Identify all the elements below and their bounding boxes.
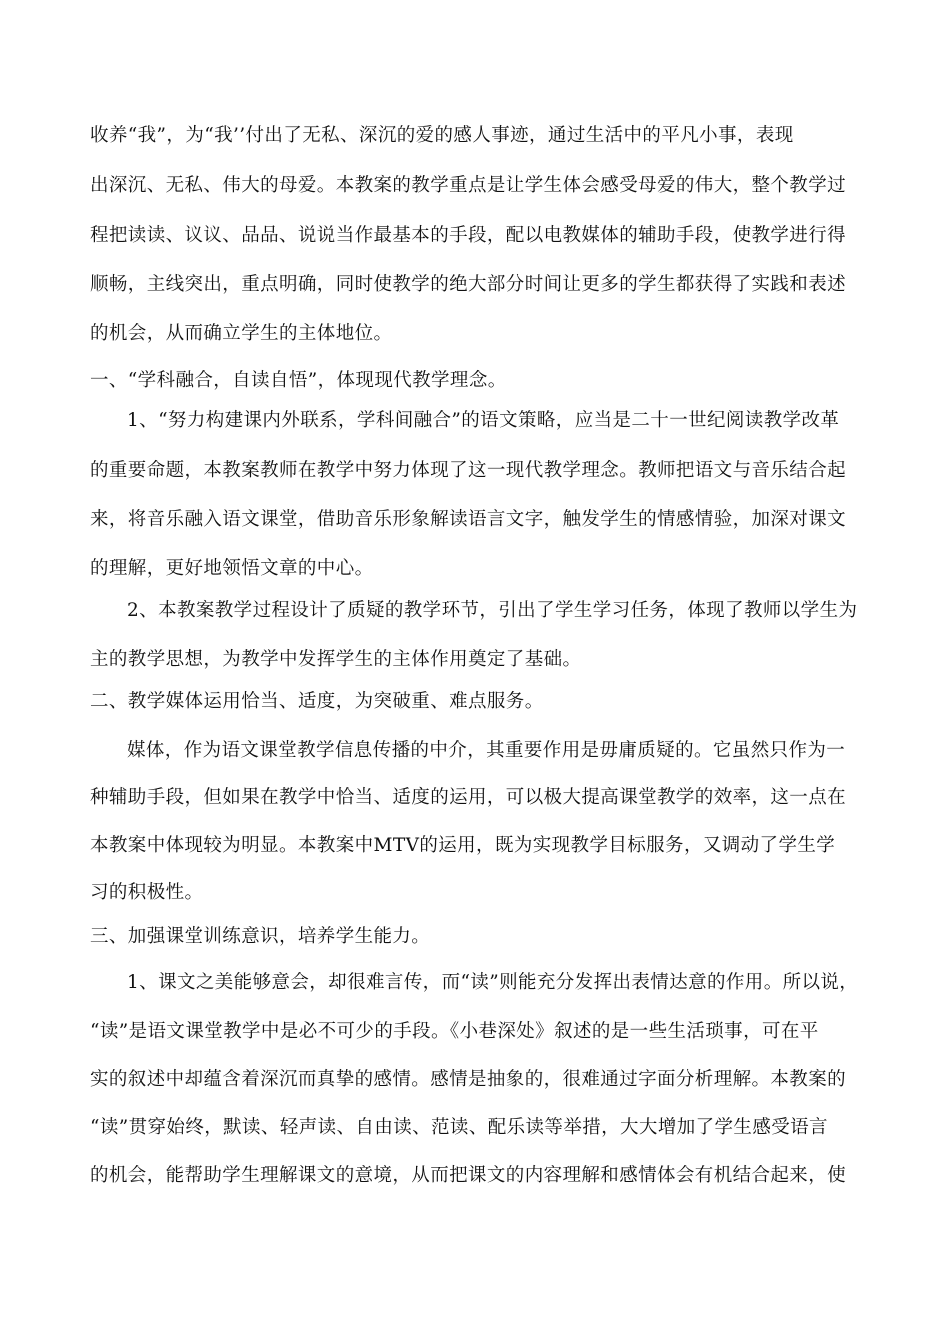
paragraph-line: 2、本教案教学过程设计了质疑的教学环节，引出了学生学习任务，体现了教师以学生为 bbox=[127, 600, 858, 621]
section-heading-3: 三、加强课堂训练意识，培养学生能力。 bbox=[90, 926, 431, 947]
paragraph-line: “读”是语文课堂教学中是必不可少的手段。《小巷深处》叙述的是一些生活琐事，可在平 bbox=[90, 1021, 819, 1042]
paragraph-line: 出深沉、无私、伟大的母爱。本教案的教学重点是让学生体会感受母爱的伟大，整个教学过 bbox=[90, 175, 847, 196]
paragraph-line: 习的积极性。 bbox=[90, 882, 204, 903]
paragraph-line: 程把读读、议议、品品、说说当作最基本的手段，配以电教媒体的辅助手段，使教学进行得 bbox=[90, 225, 847, 246]
paragraph-line: 顺畅，主线突出，重点明确，同时使教学的绝大部分时间让更多的学生都获得了实践和表述 bbox=[90, 274, 847, 295]
paragraph-line: 收养“我”，为“我’’付出了无私、深沉的爱的感人事迹，通过生活中的平凡小事，表现 bbox=[90, 125, 794, 146]
paragraph-line: 的机会，从而确立学生的主体地位。 bbox=[90, 323, 393, 344]
paragraph-line: 的理解，更好地领悟文章的中心。 bbox=[90, 558, 374, 579]
paragraph-line: 的重要命题，本教案教师在教学中努力体现了这一现代教学理念。教师把语文与音乐结合起 bbox=[90, 460, 847, 481]
paragraph-line: 实的叙述中却蕴含着深沉而真挚的感情。感情是抽象的，很难通过字面分析理解。本教案的 bbox=[90, 1069, 847, 1090]
paragraph-line: 1、“努力构建课内外联系，学科间融合”的语文策略，应当是二十一世纪阅读教学改革 bbox=[127, 410, 840, 431]
paragraph-line: 主的教学思想，为教学中发挥学生的主体作用奠定了基础。 bbox=[90, 649, 582, 670]
paragraph-line: 本教案中体现较为明显。本教案中MTV的运用，既为实现教学目标服务，又调动了学生学 bbox=[90, 835, 836, 856]
paragraph-line: 媒体，作为语文课堂教学信息传播的中介，其重要作用是毋庸质疑的。它虽然只作为一 bbox=[127, 740, 846, 761]
paragraph-line: 1、课文之美能够意会，却很难言传，而“读”则能充分发挥出表情达意的作用。所以说， bbox=[127, 972, 859, 993]
paragraph-line: “读”贯穿始终，默读、轻声读、自由读、范读、配乐读等举措，大大增加了学生感受语言 bbox=[90, 1117, 828, 1138]
paragraph-line: 的机会，能帮助学生理解课文的意境，从而把课文的内容理解和感情体会有机结合起来，使 bbox=[90, 1165, 847, 1186]
paragraph-line: 种辅助手段，但如果在教学中恰当、适度的运用，可以极大提高课堂教学的效率，这一点在 bbox=[90, 787, 847, 808]
section-heading-1: 一、“学科融合，自读自悟”，体现现代教学理念。 bbox=[90, 370, 507, 391]
section-heading-2: 二、教学媒体运用恰当、适度，为突破重、难点服务。 bbox=[90, 691, 544, 712]
paragraph-line: 来，将音乐融入语文课堂，借助音乐形象解读语言文字，触发学生的情感情验，加深对课文 bbox=[90, 509, 847, 530]
